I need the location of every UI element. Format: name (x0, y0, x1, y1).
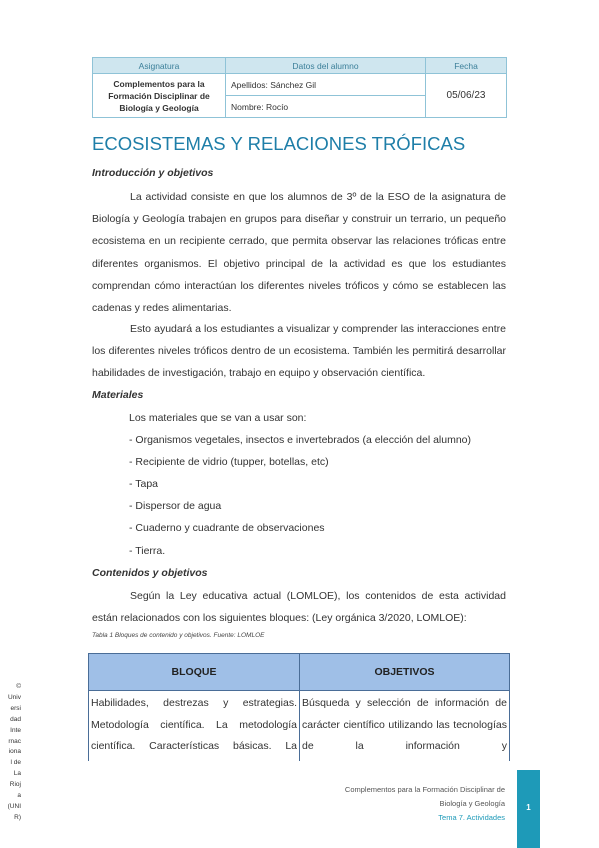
materials-intro: Los materiales que se van a usar son: (129, 412, 307, 424)
header-col-student: Datos del alumno (226, 58, 426, 74)
sidebar-line: Inte (10, 726, 21, 734)
student-surname: Apellidos: Sánchez Gil (226, 74, 426, 96)
blocks-col-block: BLOQUE (89, 654, 300, 691)
sidebar-line: dad (10, 715, 21, 723)
page-title: ECOSISTEMAS Y RELACIONES TRÓFICAS (92, 133, 466, 154)
date-cell: 05/06/23 (426, 74, 507, 118)
sidebar-line: Rioj (9, 781, 21, 789)
footer-tema: Tema 7. Actividades (438, 813, 505, 822)
contents-heading: Contenidos y objetivos (92, 567, 208, 579)
header-col-date: Fecha (426, 58, 507, 74)
materials-heading: Materiales (92, 389, 144, 401)
intro-paragraph-2: Esto ayudará a los estudiantes a visualizar y comprender las interacciones entre los diferentes niveles tróficos dentro de un ecosistema. También les permitirá desarrollar habilidades de investigación, trabajo en equipo y observación científica. (92, 323, 506, 380)
page-number: 1 (526, 803, 531, 812)
materials-item: - Cuaderno y cuadrante de observaciones (129, 522, 325, 534)
intro-heading: Introducción y objetivos (92, 167, 214, 179)
materials-item: - Tapa (129, 478, 158, 490)
objectives-cell: Búsqueda y selección de información de carácter científico utilizando las tecnologías de la información y (300, 691, 510, 762)
sidebar-line: a (17, 792, 21, 800)
materials-item: - Recipiente de vidrio (tupper, botellas, etc) (129, 456, 329, 468)
sidebar-line: © (16, 683, 21, 690)
materials-item: - Tierra. (129, 545, 166, 557)
footer-course-line-2: Biología y Geología (439, 799, 505, 808)
blocks-table (88, 653, 510, 761)
blocks-col-objectives: OBJETIVOS (300, 654, 510, 691)
table-caption: Tabla 1 Bloques de contenido y objetivos. Fuente: LOMLOE (92, 632, 265, 639)
sidebar-line: rnac (8, 737, 21, 745)
intro-paragraph-1: La actividad consiste en que los alumnos de 3º de la ESO de la asignatura de Biología y Geología trabajen en grupos para diseñar y construir un terrario, un pequeño ecosistema en un recipiente cerrado, que permita observar las relaciones tróficas entre diferentes organismos. El objetivo principal de la actividad es que los estudiantes comprendan cómo interactúan los diferentes niveles tróficos y cómo se establecen las cadenas y redes alimentarias. (92, 191, 506, 315)
subject-line-2: Formación Disciplinar de (108, 90, 210, 101)
subject-line-3: Biología y Geología (119, 102, 199, 113)
sidebar-line: iona (8, 748, 21, 756)
materials-item: - Organismos vegetales, insectos e invertebrados (a elección del alumno) (129, 434, 472, 446)
table-row (89, 691, 510, 762)
sidebar-line: (UNI (7, 802, 21, 810)
sidebar-line: ersi (10, 704, 21, 712)
sidebar-line: R) (14, 813, 21, 821)
student-name: Nombre: Rocío (226, 96, 426, 118)
header-col-subject: Asignatura (93, 58, 226, 74)
subject-cell (93, 74, 226, 118)
copyright-sidebar (3, 682, 21, 824)
sidebar-line: l de (10, 759, 21, 767)
page-footer (345, 783, 505, 825)
contents-paragraph: Según la Ley educativa actual (LOMLOE), los contenidos de esta actividad están relacionados con los siguientes bloques: (Ley orgánica 3/2020, LOMLOE): (92, 590, 506, 625)
footer-course-line-1: Complementos para la Formación Disciplinar de (344, 785, 505, 794)
header-table (92, 57, 507, 118)
materials-item: - Dispersor de agua (129, 500, 222, 512)
block-cell: Habilidades, destrezas y estrategias. Metodología científica. La metodología científica. Características básicas. La (89, 691, 300, 762)
sidebar-line: La (13, 770, 21, 778)
subject-line-1: Complementos para la (113, 78, 205, 89)
sidebar-line: Univ (7, 693, 21, 701)
page-number-box (517, 770, 540, 848)
